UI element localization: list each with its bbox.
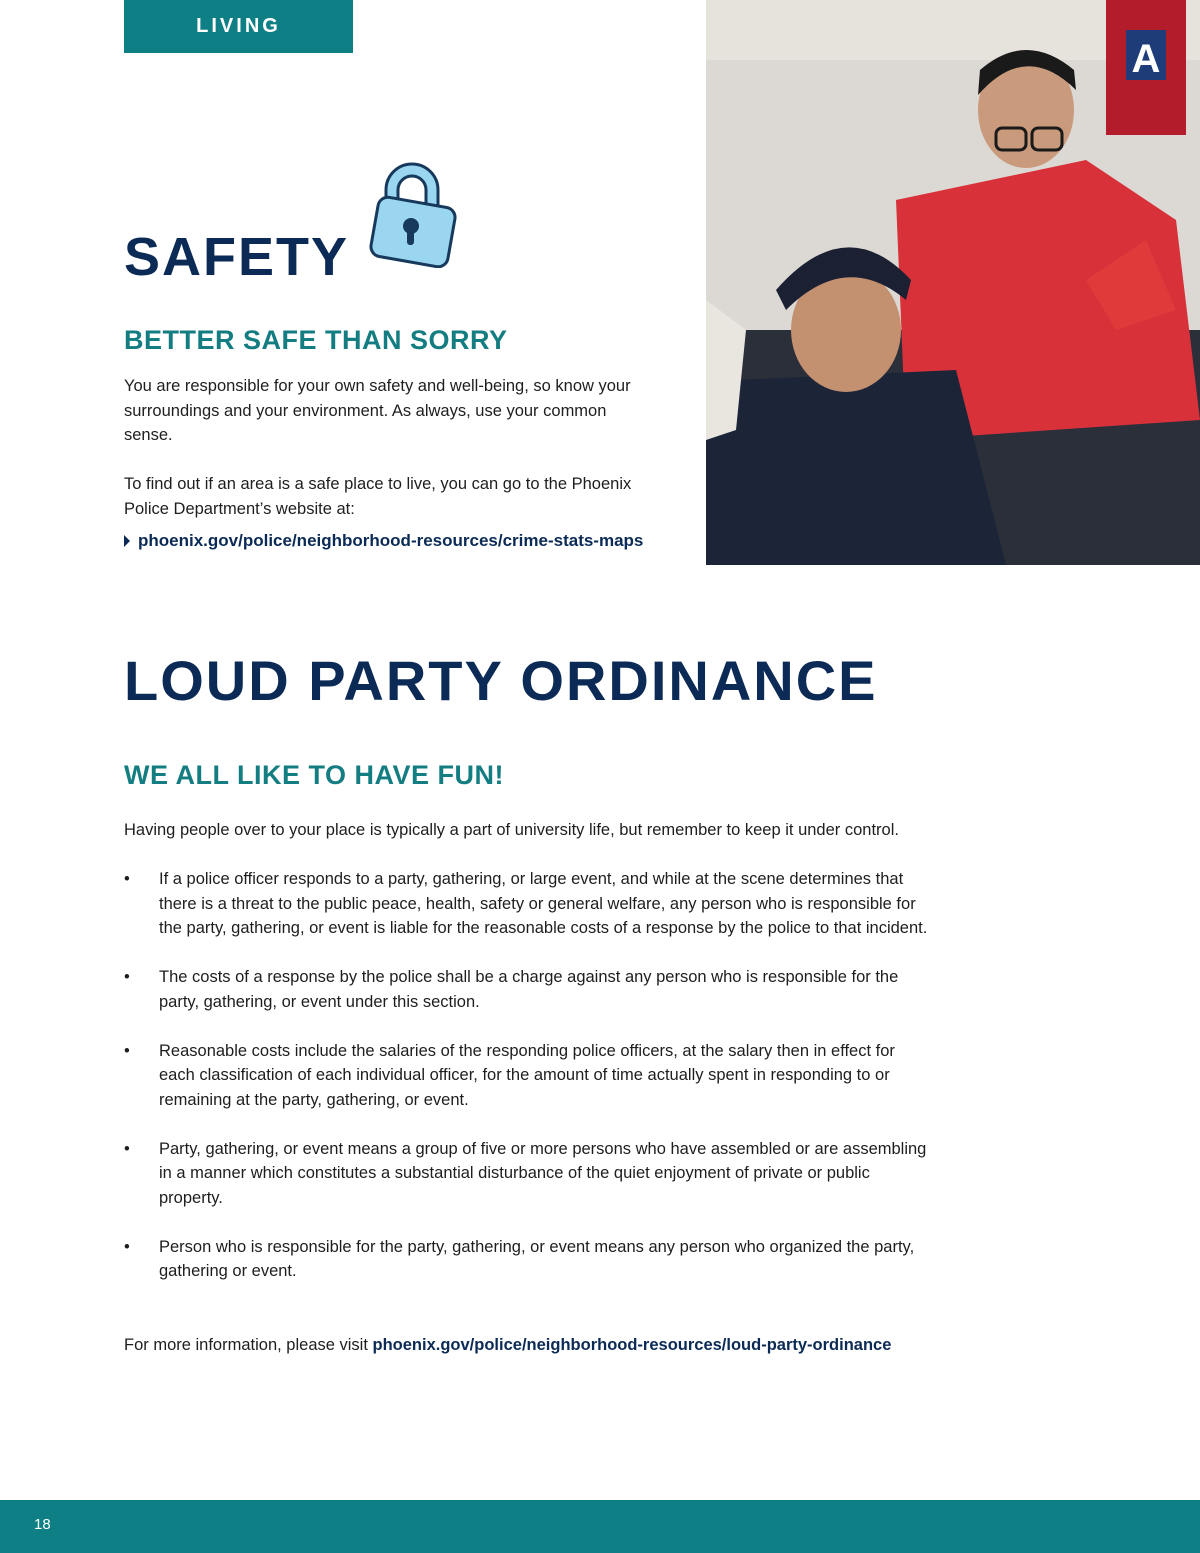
loud-party-ordinance-link[interactable]: phoenix.gov/police/neighborhood-resources/loud-party-ordinance bbox=[372, 1336, 892, 1354]
loud-party-title: LOUD PARTY ORDINANCE bbox=[124, 649, 878, 712]
list-item: • The costs of a response by the police shall be a charge against any person who is responsible for the party, gathering, or event under this section. bbox=[124, 965, 934, 1014]
safety-subtitle: BETTER SAFE THAN SORRY bbox=[124, 325, 508, 355]
caret-right-icon bbox=[124, 535, 130, 547]
list-item: • If a police officer responds to a party, gathering, or large event, and while at the scene determines that there is a threat to the public peace, health, safety or general welfare, any person who is responsible for the party, gathering, or event is liable for the reasonable costs of a response by the police to that incident. bbox=[124, 867, 934, 941]
list-item: • Party, gathering, or event means a group of five or more persons who have assembled or are assembling in a manner which constitutes a substantial disturbance of the quiet enjoyment of private or public property. bbox=[124, 1137, 934, 1211]
safety-paragraph-2: To find out if an area is a safe place to live, you can go to the Phoenix Police Department’s website at: bbox=[124, 475, 632, 518]
ordinance-list bbox=[124, 867, 934, 1308]
padlock-icon bbox=[366, 156, 458, 268]
footer-bar bbox=[0, 1500, 1200, 1553]
loud-party-intro: Having people over to your place is typically a part of university life, but remember to keep it under control. bbox=[124, 821, 899, 839]
svg-text:A: A bbox=[1131, 37, 1161, 81]
crime-stats-link-row bbox=[124, 531, 643, 551]
section-tab: LIVING bbox=[124, 0, 353, 53]
list-item: • Person who is responsible for the party, gathering, or event means any person who organized the party, gathering or event. bbox=[124, 1235, 934, 1284]
safety-paragraph-1: You are responsible for your own safety and well-being, so know your surroundings and your environment. As always, use your common sense. bbox=[124, 377, 631, 444]
students-photo bbox=[706, 0, 1200, 565]
more-info-line bbox=[124, 1333, 891, 1358]
loud-party-subtitle: WE ALL LIKE TO HAVE FUN! bbox=[124, 760, 504, 790]
list-item: • Reasonable costs include the salaries of the responding police officers, at the salary then in effect for each classification of each individual officer, for the amount of time actually spent in responding to or remaining at the party, gathering, or event. bbox=[124, 1039, 934, 1113]
crime-stats-link[interactable]: phoenix.gov/police/neighborhood-resources/crime-stats-maps bbox=[138, 531, 644, 550]
page-number: 18 bbox=[34, 1516, 51, 1533]
more-info-text: For more information, please visit bbox=[124, 1336, 373, 1354]
safety-title: SAFETY bbox=[124, 227, 350, 287]
